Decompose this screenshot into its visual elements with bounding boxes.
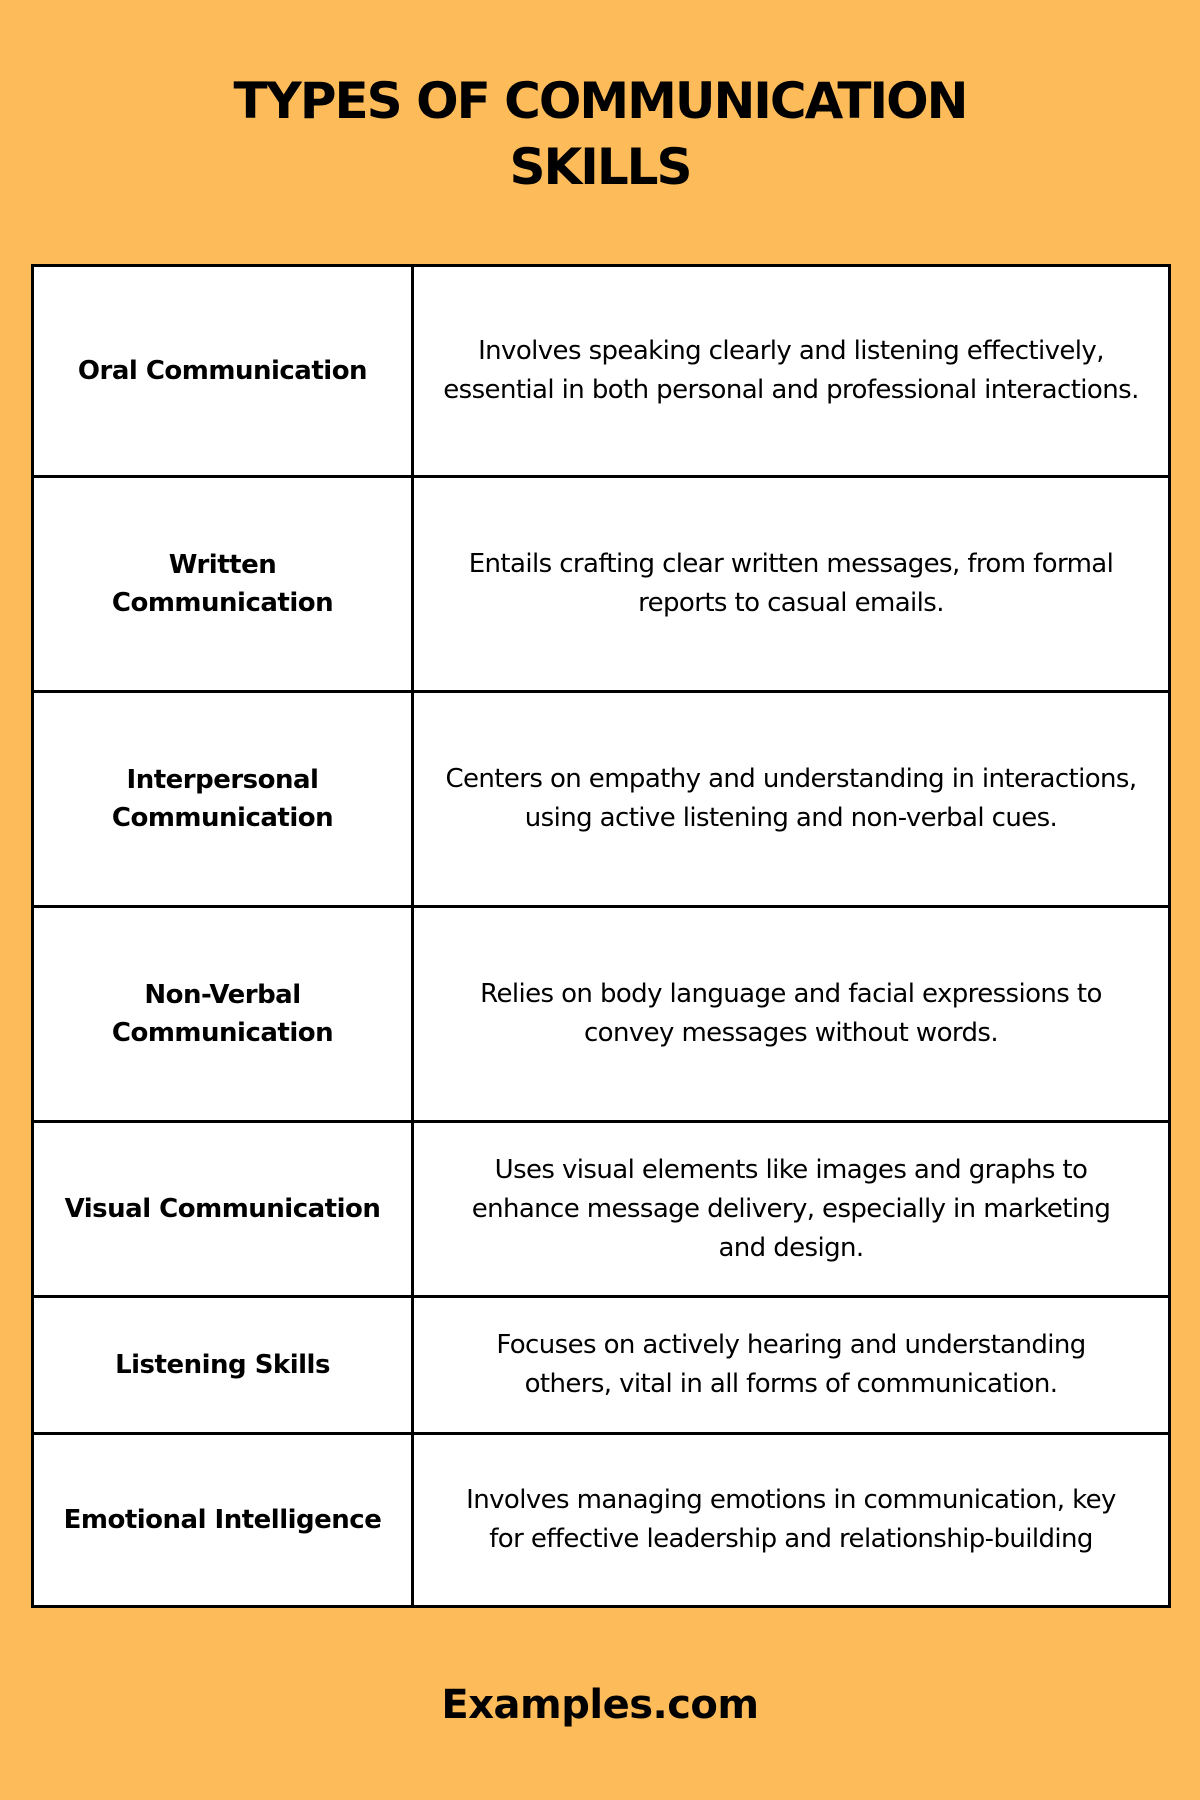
- skill-name: Visual Communication: [34, 1123, 414, 1295]
- table-row: [34, 690, 1168, 905]
- page-title-line-1: TYPES OF COMMUNICATION: [233, 72, 967, 130]
- table-row: [34, 267, 1168, 475]
- table-row: [34, 1120, 1168, 1295]
- skill-description: Centers on empathy and understanding in interactions, using active listening and non-verbal cues.: [445, 764, 1137, 833]
- skill-description: Focuses on actively hearing and understanding others, vital in all forms of communication.: [496, 1330, 1086, 1399]
- table-row: [34, 1295, 1168, 1432]
- skill-name: Written Communication: [34, 478, 414, 690]
- skill-description: Relies on body language and facial expressions to convey messages without words.: [480, 979, 1102, 1048]
- table-row: [34, 475, 1168, 690]
- table-row: [34, 905, 1168, 1120]
- skill-description: Entails crafting clear written messages, from formal reports to casual emails.: [468, 549, 1114, 618]
- skill-name: Listening Skills: [34, 1298, 414, 1432]
- skill-name: Emotional Intelligence: [34, 1435, 414, 1605]
- skill-description: Involves speaking clearly and listening effectively, essential in both personal and professional interactions.: [443, 336, 1139, 405]
- skill-name: Non-Verbal Communication: [34, 908, 414, 1120]
- communication-skills-table: [31, 264, 1171, 1608]
- skill-description: Involves managing emotions in communication, key for effective leadership and relationship-building: [466, 1485, 1116, 1554]
- page-title: [0, 68, 1200, 200]
- table-row: [34, 1432, 1168, 1605]
- skill-name: Interpersonal Communication: [34, 693, 414, 905]
- skill-description: Uses visual elements like images and graphs to enhance message delivery, especially in marketing and design.: [471, 1154, 1111, 1263]
- skill-name: Oral Communication: [34, 267, 414, 475]
- page-title-line-2: SKILLS: [509, 138, 691, 196]
- footer-brand: Examples.com: [441, 1682, 759, 1728]
